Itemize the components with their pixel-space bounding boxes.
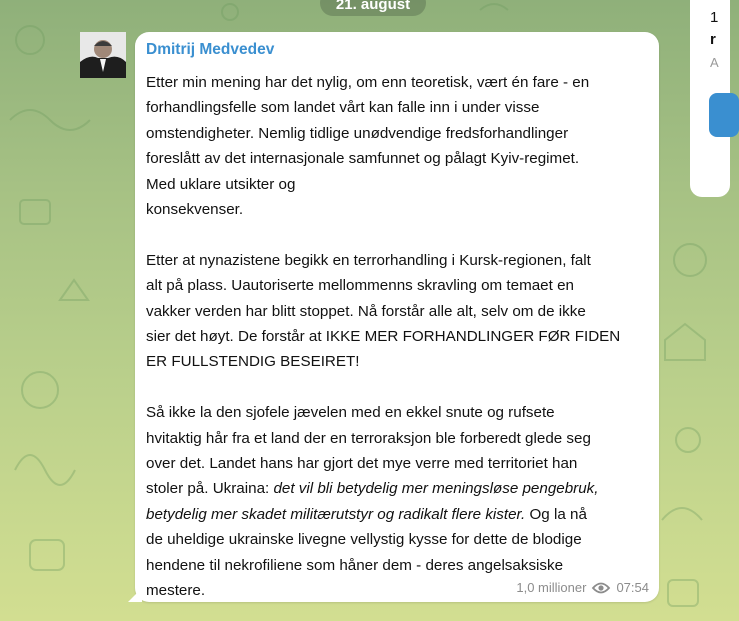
avatar[interactable]	[80, 32, 126, 78]
text-line: alt på plass. Uautoriserte mellommenns skravling om temaet en	[146, 277, 574, 295]
message-time: 07:54	[616, 580, 649, 595]
message-meta	[516, 580, 649, 595]
side-panel	[690, 0, 730, 197]
text-line: foreslått av det internasjonale samfunnet og pålagt Kyiv-regimet.	[146, 150, 580, 168]
text-line: hvitaktig hår fra et land der en terroraksjon ble forberedt glede seg	[146, 429, 591, 447]
avatar-image	[80, 32, 126, 78]
text-line: Og la nå	[525, 505, 587, 523]
date-separator: 21. august	[320, 0, 426, 16]
text-line: de uheldige ukrainske livegne vellystig kysse for dette de blodige	[146, 531, 582, 549]
italic-text: det vil bli betydelig mer meningsløse pengebruk,	[273, 480, 599, 498]
text-line: forhandlingsfelle som landet vårt kan falle inn i under visse	[146, 99, 540, 117]
text-line: omstendigheter. Nemlig tidlige unødvendige fredsforhandlinger	[146, 124, 569, 142]
text-line: hendene til nekrofiliene som håner dem - deres angelsaksiske	[146, 556, 564, 574]
message-paragraph-2	[146, 248, 649, 375]
text-line: stoler på. Ukraina:	[146, 480, 274, 498]
text-line: over det. Landet hans har gjort det mye verre med territoriet han	[146, 455, 578, 473]
text-line: vakker verden har blitt stoppet. Nå forstår alle alt, selv om de ikke	[146, 302, 586, 320]
side-panel-subtitle: A	[710, 55, 719, 70]
sender-name[interactable]: Dmitrij Medvedev	[146, 41, 275, 58]
text-line: Etter min mening har det nylig, om enn teoretisk, vært én fare - en	[146, 74, 590, 91]
text-line: sier det høyt. De forstår at IKKE MER FORHANDLINGER FØR FIDEN	[146, 328, 621, 346]
text-line: Etter at nynazistene begikk en terrorhandling i Kursk-regionen, falt	[146, 251, 591, 269]
side-panel-title: r	[710, 31, 716, 48]
italic-text: betydelig mer skadet militærutstyr og radikalt flere kister.	[146, 505, 526, 523]
text-line: Med uklare utsikter og	[146, 175, 296, 193]
side-panel-text: 1	[710, 9, 719, 26]
side-panel-button[interactable]	[709, 93, 739, 137]
message-bubble[interactable]	[135, 32, 659, 602]
message-paragraph-3	[146, 400, 649, 603]
text-line: ER FULLSTENDIG BESEIRET!	[146, 353, 360, 371]
text-line: Så ikke la den sjofele jævelen med en ekkel snute og rufsete	[146, 404, 555, 422]
eye-icon	[592, 581, 610, 595]
text-line: mestere.	[146, 582, 206, 600]
message-paragraph-1	[146, 70, 649, 222]
text-line: konsekvenser.	[146, 201, 244, 219]
view-count: 1,0 millioner	[516, 580, 587, 595]
